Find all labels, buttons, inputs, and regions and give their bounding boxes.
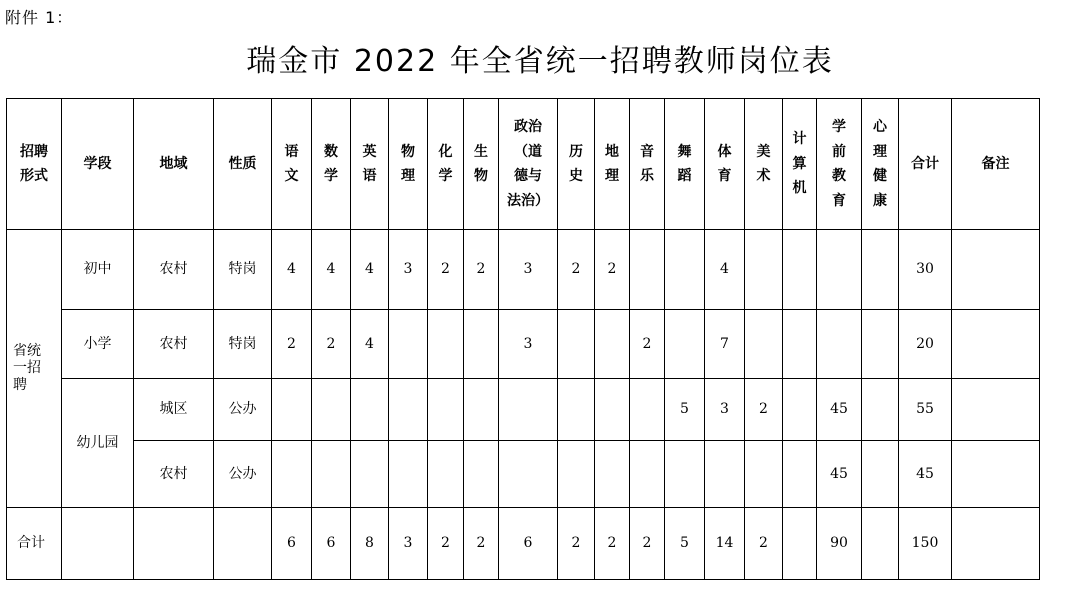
value-cell: [499, 379, 558, 441]
remark-cell: [952, 379, 1040, 441]
value-cell: 3: [389, 230, 428, 310]
value-cell: 4: [272, 230, 312, 310]
header-subject-politics: 政治 （道 德与 法治）: [499, 99, 558, 230]
value-cell: 90: [817, 508, 862, 580]
table-row: [7, 310, 1040, 379]
value-cell: [745, 310, 783, 379]
value-cell: [558, 441, 595, 508]
value-cell: [705, 441, 745, 508]
total-cell: 55: [899, 379, 952, 441]
value-cell: 2: [428, 508, 464, 580]
value-cell: 14: [705, 508, 745, 580]
value-cell: [558, 310, 595, 379]
header-remark: 备注: [952, 99, 1040, 230]
header-nature: 性质: [214, 99, 272, 230]
value-cell: [817, 230, 862, 310]
header-subject-computer: 计 算 机: [783, 99, 817, 230]
stage-cell: 初中: [62, 230, 134, 310]
attachment-label: 附件 1：: [5, 8, 74, 27]
nature-cell: 公办: [214, 441, 272, 508]
header-region: 地域: [134, 99, 214, 230]
header-subject-math: 数 学: [312, 99, 351, 230]
value-cell: [783, 310, 817, 379]
stage-cell: 幼儿园: [62, 379, 134, 508]
value-cell: 5: [665, 508, 705, 580]
recruitment-form-cell: 省统 一招 聘: [7, 230, 62, 508]
header-subject-chemistry: 化 学: [428, 99, 464, 230]
value-cell: [665, 310, 705, 379]
value-cell: [630, 230, 665, 310]
value-cell: [312, 441, 351, 508]
value-cell: [783, 508, 817, 580]
region-cell: 农村: [134, 441, 214, 508]
value-cell: [464, 441, 499, 508]
total-cell: 45: [899, 441, 952, 508]
region-cell: [134, 508, 214, 580]
value-cell: 2: [464, 508, 499, 580]
header-subject-geography: 地 理: [595, 99, 630, 230]
value-cell: 3: [389, 508, 428, 580]
value-cell: [862, 230, 899, 310]
page-title: 瑞金市 2022 年全省统一招聘教师岗位表: [246, 44, 834, 79]
remark-cell: [952, 310, 1040, 379]
value-cell: [595, 441, 630, 508]
table-row: [7, 508, 1040, 580]
value-cell: [389, 310, 428, 379]
value-cell: 3: [499, 230, 558, 310]
value-cell: 2: [428, 230, 464, 310]
value-cell: 45: [817, 441, 862, 508]
value-cell: [817, 310, 862, 379]
value-cell: 4: [705, 230, 745, 310]
value-cell: [783, 441, 817, 508]
value-cell: [428, 310, 464, 379]
table-row: [7, 441, 1040, 508]
header-subject-art: 美 术: [745, 99, 783, 230]
value-cell: [595, 379, 630, 441]
value-cell: 2: [558, 508, 595, 580]
value-cell: 2: [745, 508, 783, 580]
nature-cell: 公办: [214, 379, 272, 441]
value-cell: 2: [630, 310, 665, 379]
value-cell: [862, 310, 899, 379]
value-cell: 4: [312, 230, 351, 310]
remark-cell: [952, 230, 1040, 310]
header-subject-english: 英 语: [351, 99, 389, 230]
value-cell: 2: [595, 230, 630, 310]
value-cell: 2: [745, 379, 783, 441]
value-cell: 6: [499, 508, 558, 580]
header-subject-preschool: 学 前 教 育: [817, 99, 862, 230]
value-cell: 3: [705, 379, 745, 441]
summary-label-cell: 合计: [7, 508, 62, 580]
value-cell: 2: [630, 508, 665, 580]
value-cell: [665, 441, 705, 508]
header-subject-history: 历 史: [558, 99, 595, 230]
region-cell: 农村: [134, 310, 214, 379]
value-cell: [745, 441, 783, 508]
value-cell: [630, 379, 665, 441]
total-cell: 150: [899, 508, 952, 580]
value-cell: [862, 508, 899, 580]
value-cell: 45: [817, 379, 862, 441]
value-cell: [351, 379, 389, 441]
remark-cell: [952, 441, 1040, 508]
value-cell: [464, 379, 499, 441]
header-row: [7, 99, 1040, 230]
nature-cell: 特岗: [214, 230, 272, 310]
value-cell: [862, 379, 899, 441]
value-cell: [783, 230, 817, 310]
nature-cell: 特岗: [214, 310, 272, 379]
header-subject-biology: 生 物: [464, 99, 499, 230]
header-subject-music: 音 乐: [630, 99, 665, 230]
value-cell: [862, 441, 899, 508]
value-cell: [389, 441, 428, 508]
nature-cell: [214, 508, 272, 580]
header-subject-pe: 体 育: [705, 99, 745, 230]
region-cell: 城区: [134, 379, 214, 441]
value-cell: [558, 379, 595, 441]
header-form: 招聘 形式: [7, 99, 62, 230]
value-cell: [428, 441, 464, 508]
region-cell: 农村: [134, 230, 214, 310]
total-cell: 30: [899, 230, 952, 310]
header-subject-physics: 物 理: [389, 99, 428, 230]
value-cell: [630, 441, 665, 508]
value-cell: [783, 379, 817, 441]
value-cell: [595, 310, 630, 379]
value-cell: 6: [312, 508, 351, 580]
stage-cell: 小学: [62, 310, 134, 379]
value-cell: 5: [665, 379, 705, 441]
value-cell: 2: [595, 508, 630, 580]
table-row: [7, 379, 1040, 441]
value-cell: [665, 230, 705, 310]
value-cell: 6: [272, 508, 312, 580]
value-cell: [464, 310, 499, 379]
value-cell: [389, 379, 428, 441]
value-cell: [745, 230, 783, 310]
value-cell: 2: [272, 310, 312, 379]
value-cell: [272, 441, 312, 508]
header-total: 合计: [899, 99, 952, 230]
value-cell: [272, 379, 312, 441]
value-cell: [312, 379, 351, 441]
value-cell: [428, 379, 464, 441]
stage-cell: [62, 508, 134, 580]
remark-cell: [952, 508, 1040, 580]
recruitment-table: [6, 98, 1040, 580]
value-cell: 4: [351, 310, 389, 379]
value-cell: 7: [705, 310, 745, 379]
value-cell: 8: [351, 508, 389, 580]
header-subject-dance: 舞 蹈: [665, 99, 705, 230]
value-cell: 3: [499, 310, 558, 379]
header-stage: 学段: [62, 99, 134, 230]
value-cell: 2: [312, 310, 351, 379]
value-cell: 4: [351, 230, 389, 310]
header-subject-psychology: 心 理 健 康: [862, 99, 899, 230]
total-cell: 20: [899, 310, 952, 379]
header-subject-chinese: 语 文: [272, 99, 312, 230]
value-cell: 2: [464, 230, 499, 310]
value-cell: [499, 441, 558, 508]
value-cell: [351, 441, 389, 508]
value-cell: 2: [558, 230, 595, 310]
table-row: [7, 230, 1040, 310]
